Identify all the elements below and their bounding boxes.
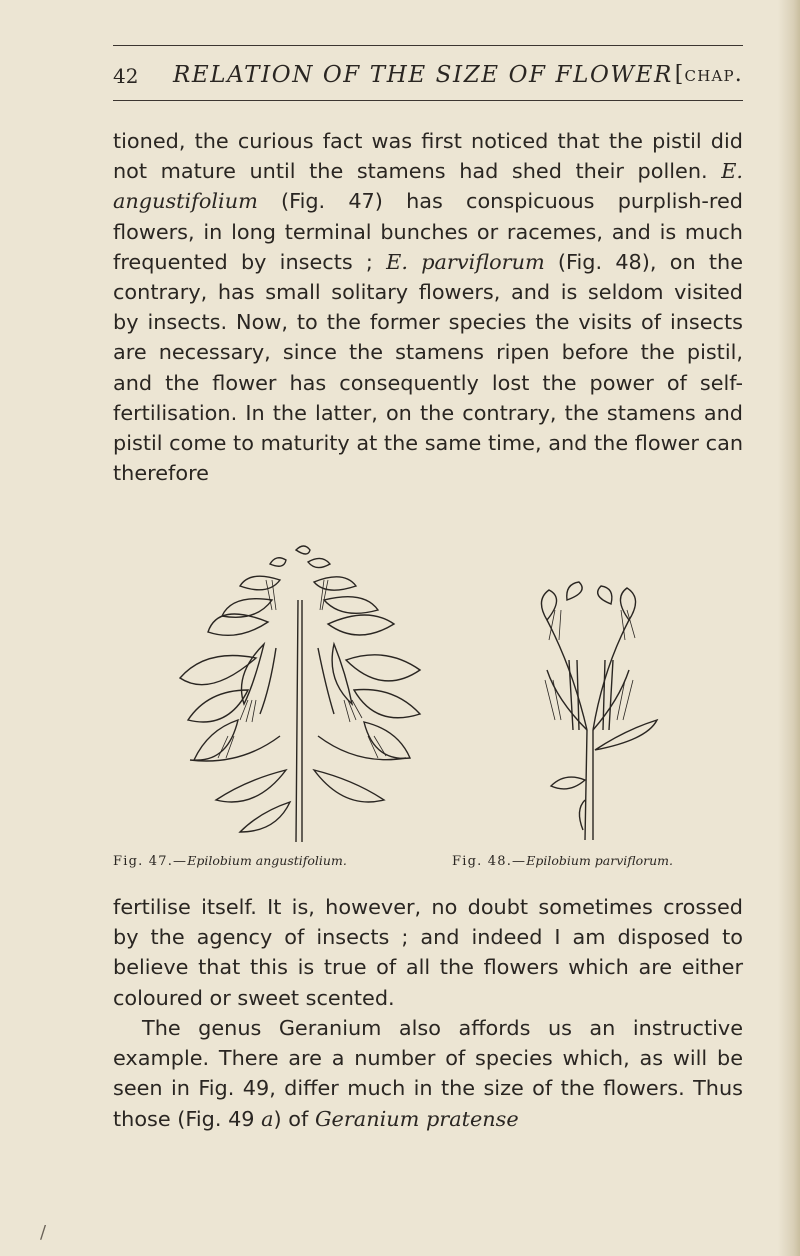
paragraph-3-text-b: ) of bbox=[273, 1106, 315, 1131]
running-title: RELATION OF THE SIZE OF FLOWER bbox=[173, 62, 673, 88]
header-rule bbox=[113, 100, 743, 101]
paragraph-1-text-a: tioned, the curious fact was first noticed that the pistil did not mature until the stamens had shed their pollen. bbox=[113, 129, 743, 184]
running-head bbox=[113, 62, 743, 96]
figure-48-illustration bbox=[525, 580, 665, 842]
figure-48-caption bbox=[452, 853, 673, 869]
paragraph-1 bbox=[113, 126, 743, 488]
paragraph-1-text-c: (Fig. 48), on the contrary, has small solitary flowers, and is seldom visited by insects. Now, to the former species the visits of insects are necessary, since the stamens ripen before the pistil, and the flower has consequently lost the power of self-fertilisation. In the latter, on the contrary, the stamens and pistil come to maturity at the same time, and the flower can therefore bbox=[113, 249, 743, 486]
figure-47-caption bbox=[113, 853, 347, 869]
paragraph-2: fertilise itself. It is, however, no doubt sometimes crossed by the agency of insects ; and indeed I am disposed to believe that this is true of all the flowers which are either coloured or sweet scented. bbox=[113, 895, 743, 1010]
paragraph-3-text-a: The genus Geranium also affords us an instructive example. There are a number of species which, as will be seen in Fig. 49, differ much in the size of the flowers. Thus those (Fig. 49 bbox=[113, 1016, 743, 1131]
top-rule bbox=[113, 45, 743, 46]
page-edge-shadow bbox=[778, 0, 800, 1256]
paragraph-1-text-b: (Fig. 47) has conspicuous purplish-red flowers, in long terminal bunches or racemes, and is much frequented by insects ; bbox=[113, 189, 743, 274]
species-geranium-pratense: Geranium pratense bbox=[314, 1106, 519, 1131]
paragraph-3 bbox=[113, 1013, 743, 1134]
species-angustifolium: E. angustifolium bbox=[113, 159, 743, 214]
figure-47-illustration bbox=[168, 540, 438, 845]
page-number: 42 bbox=[113, 64, 139, 88]
figure-48-name: Epilobium parviflorum. bbox=[526, 853, 673, 868]
margin-mark: / bbox=[40, 1222, 47, 1243]
figure-letter: a bbox=[261, 1106, 274, 1131]
figure-48-label: Fig. 48.— bbox=[452, 854, 527, 869]
species-parviflorum: E. parviflorum bbox=[386, 249, 545, 274]
figure-47-label: Fig. 47.— bbox=[113, 854, 188, 869]
chapter-label: [chap. bbox=[674, 62, 743, 87]
figure-47-name: Epilobium angustifolium. bbox=[187, 853, 347, 868]
